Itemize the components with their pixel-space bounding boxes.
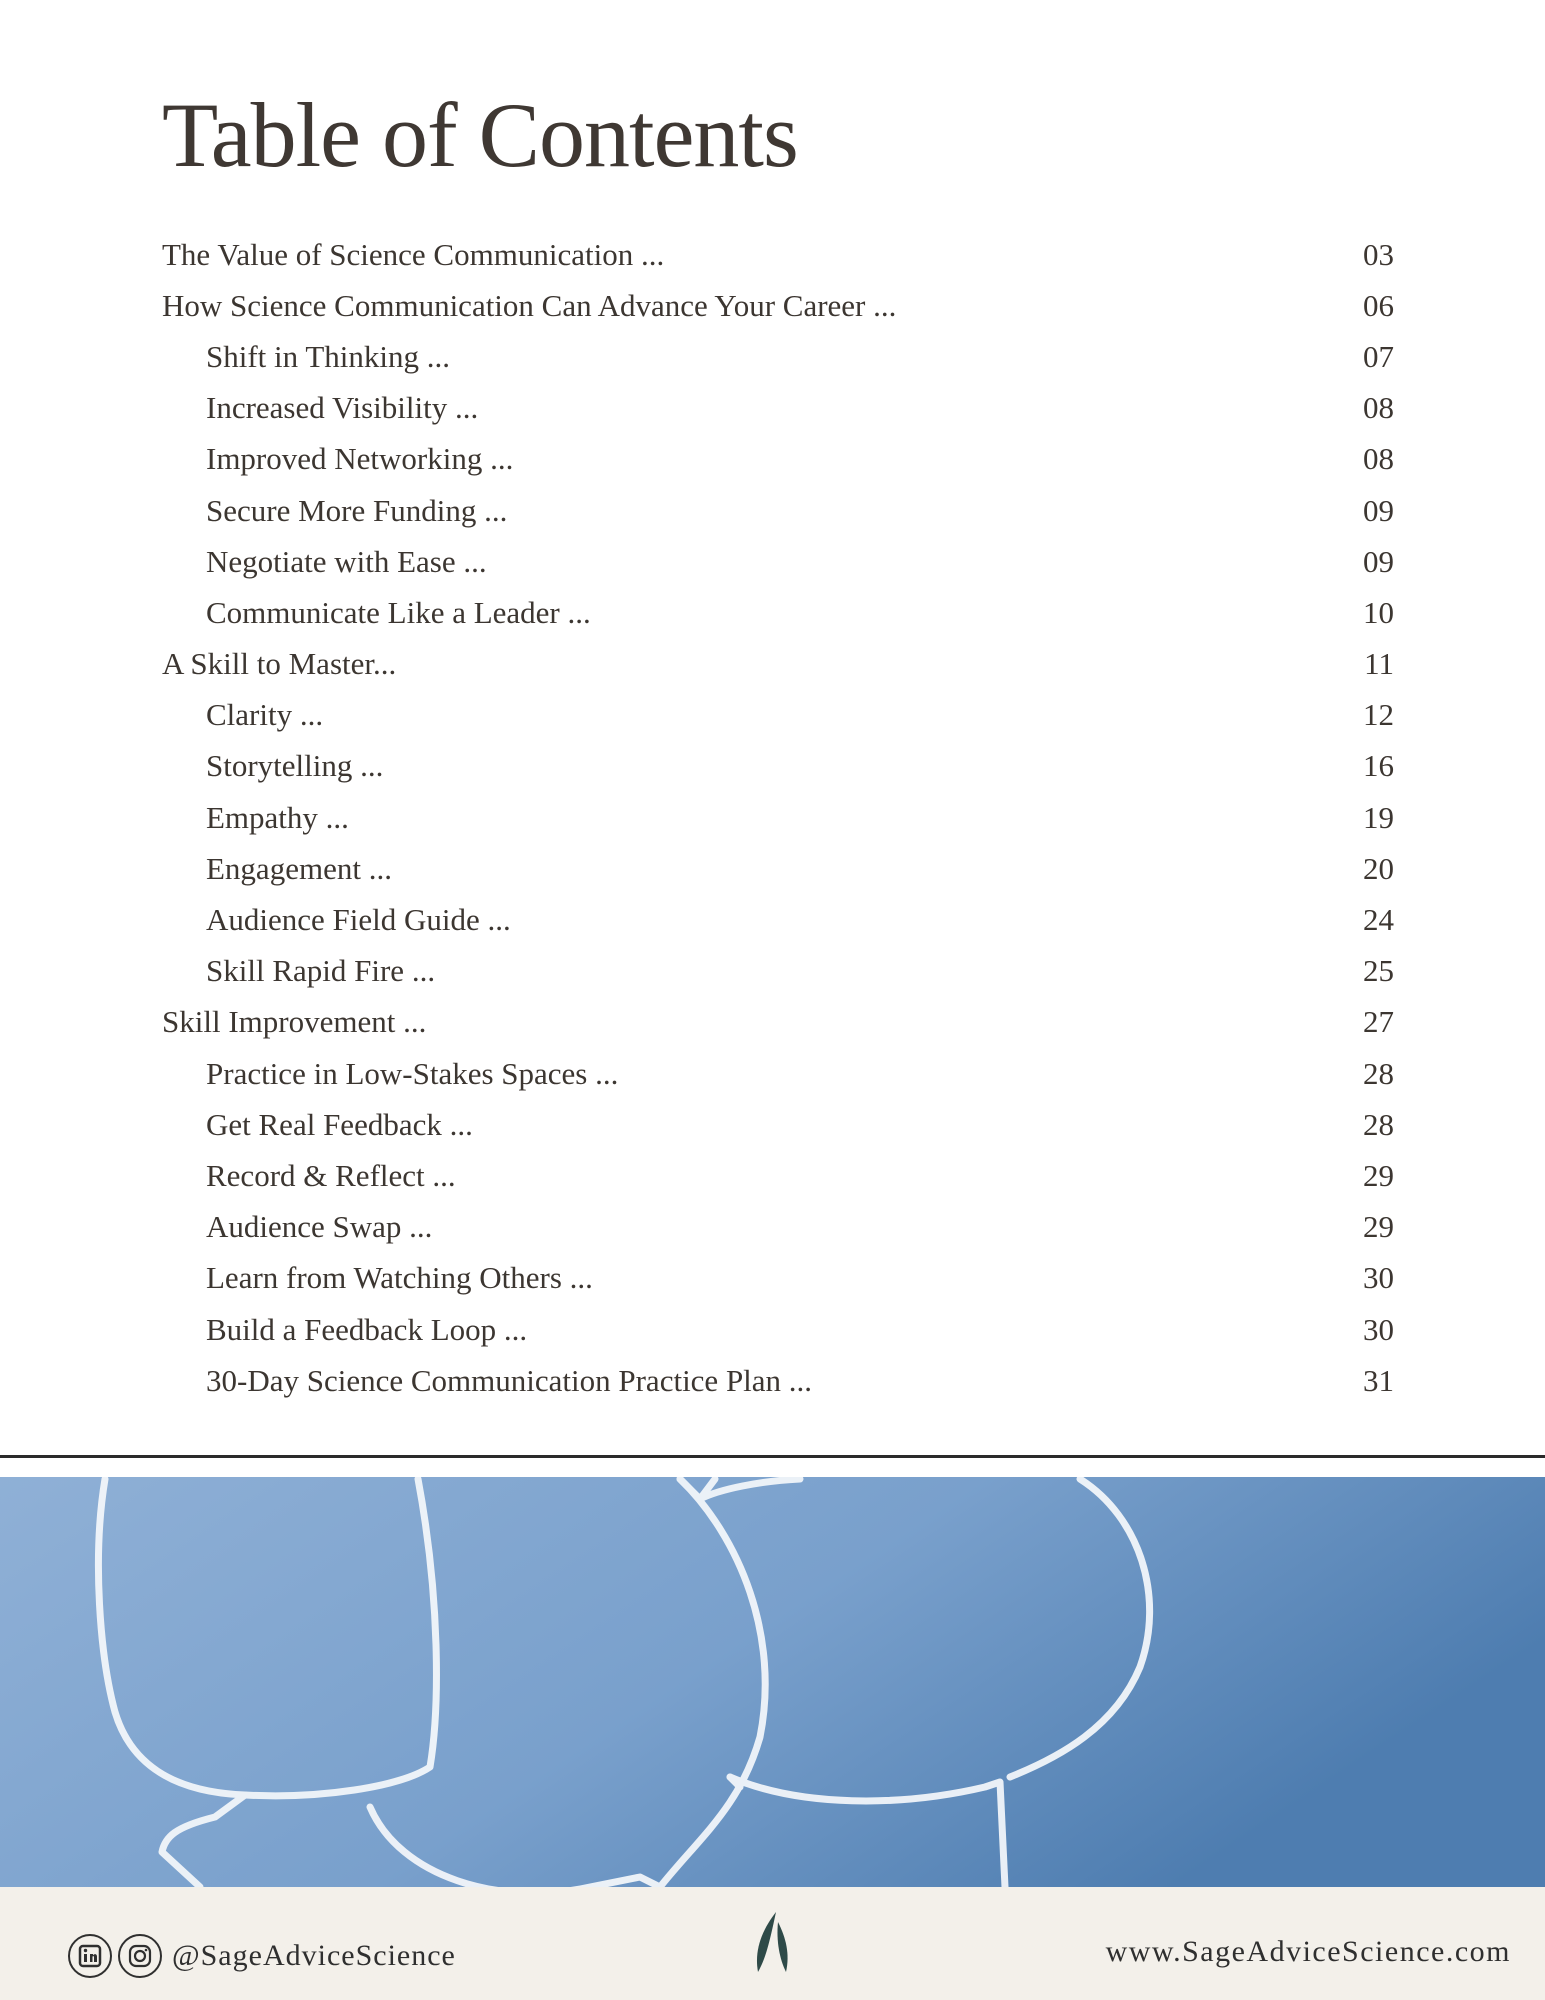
toc-entry-page: 28 — [1363, 1055, 1394, 1091]
toc-entry-page: 29 — [1363, 1209, 1394, 1245]
toc-entry[interactable] — [162, 587, 1394, 638]
toc-entry-label: Audience Field Guide ... — [206, 902, 511, 938]
toc-entry-page: 29 — [1363, 1157, 1394, 1193]
toc-entry-label: Improved Networking ... — [206, 441, 514, 477]
toc-entry-page: 19 — [1363, 799, 1394, 835]
toc-entry-page: 08 — [1363, 390, 1394, 426]
toc-entry-page: 30 — [1363, 1260, 1394, 1296]
toc-entry[interactable] — [162, 894, 1394, 945]
toc-entry[interactable] — [162, 229, 1394, 280]
toc-entry[interactable] — [162, 331, 1394, 382]
toc-entry-page: 06 — [1363, 287, 1394, 323]
linkedin-icon[interactable] — [68, 1934, 112, 1978]
toc-entry-label: Negotiate with Ease ... — [206, 543, 487, 579]
toc-entry-label: Engagement ... — [206, 850, 392, 886]
toc-entry[interactable] — [162, 792, 1394, 843]
toc-entry-page: 30 — [1363, 1311, 1394, 1347]
toc-entry[interactable] — [162, 639, 1394, 690]
toc-entry-label: Audience Swap ... — [206, 1209, 433, 1245]
instagram-icon[interactable] — [118, 1934, 162, 1978]
toc-entry[interactable] — [162, 280, 1394, 331]
toc-entry-page: 10 — [1363, 594, 1394, 630]
toc-entry-page: 09 — [1363, 543, 1394, 579]
toc-entry[interactable] — [162, 434, 1394, 485]
toc-entry-label: Get Real Feedback ... — [206, 1106, 473, 1142]
toc-entry[interactable] — [162, 1253, 1394, 1304]
toc-entry-label: How Science Communication Can Advance Your Career ... — [162, 287, 897, 323]
toc-entry[interactable] — [162, 997, 1394, 1048]
toc-entry[interactable] — [162, 1355, 1394, 1406]
toc-entry-page: 28 — [1363, 1106, 1394, 1142]
toc-entry[interactable] — [162, 1202, 1394, 1253]
toc-entry-page: 24 — [1363, 902, 1394, 938]
toc-entry-page: 08 — [1363, 441, 1394, 477]
sage-leaf-logo-icon — [750, 1910, 796, 1976]
toc-entry[interactable] — [162, 1048, 1394, 1099]
toc-entry-label: Record & Reflect ... — [206, 1157, 456, 1193]
toc-entry-label: Clarity ... — [206, 697, 324, 733]
toc-entry-label: Skill Rapid Fire ... — [206, 953, 436, 989]
toc-entry-page: 25 — [1363, 953, 1394, 989]
website-link[interactable]: www.SageAdviceScience.com — [1105, 1935, 1511, 1968]
section-divider — [0, 1455, 1545, 1458]
toc-entry-page: 09 — [1363, 492, 1394, 528]
toc-entry-label: The Value of Science Communication ... — [162, 236, 665, 272]
toc-entry-page: 03 — [1363, 236, 1394, 272]
toc-entry[interactable] — [162, 843, 1394, 894]
toc-entry[interactable] — [162, 1099, 1394, 1150]
toc-entry-page: 12 — [1363, 697, 1394, 733]
toc-entry-label: Learn from Watching Others ... — [206, 1260, 593, 1296]
table-of-contents — [162, 229, 1394, 1406]
toc-entry-label: A Skill to Master... — [162, 646, 397, 682]
social-handle[interactable]: @SageAdviceScience — [172, 1939, 456, 1972]
toc-entry-label: Increased Visibility ... — [206, 390, 479, 426]
toc-entry-label: 30-Day Science Communication Practice Plan ... — [206, 1362, 813, 1398]
toc-entry-label: Secure More Funding ... — [206, 492, 508, 528]
toc-entry-label: Shift in Thinking ... — [206, 338, 451, 374]
toc-entry[interactable] — [162, 1150, 1394, 1201]
toc-entry[interactable] — [162, 485, 1394, 536]
toc-entry-label: Build a Feedback Loop ... — [206, 1311, 528, 1347]
toc-entry-page: 07 — [1363, 338, 1394, 374]
toc-entry[interactable] — [162, 1304, 1394, 1355]
toc-entry-label: Storytelling ... — [206, 748, 384, 784]
toc-entry-page: 11 — [1364, 646, 1394, 682]
toc-entry[interactable] — [162, 536, 1394, 587]
toc-entry-label: Skill Improvement ... — [162, 1004, 427, 1040]
toc-entry-page: 16 — [1363, 748, 1394, 784]
toc-entry-label: Communicate Like a Leader ... — [206, 594, 591, 630]
speech-bubbles-image — [0, 1477, 1545, 1887]
toc-entry[interactable] — [162, 946, 1394, 997]
toc-entry[interactable] — [162, 690, 1394, 741]
toc-entry-page: 20 — [1363, 850, 1394, 886]
toc-entry-page: 31 — [1363, 1362, 1394, 1398]
toc-entry-label: Practice in Low-Stakes Spaces ... — [206, 1055, 619, 1091]
toc-entry[interactable] — [162, 383, 1394, 434]
page-title: Table of Contents — [162, 84, 798, 186]
toc-entry-page: 27 — [1363, 1004, 1394, 1040]
toc-entry-label: Empathy ... — [206, 799, 349, 835]
toc-entry[interactable] — [162, 741, 1394, 792]
